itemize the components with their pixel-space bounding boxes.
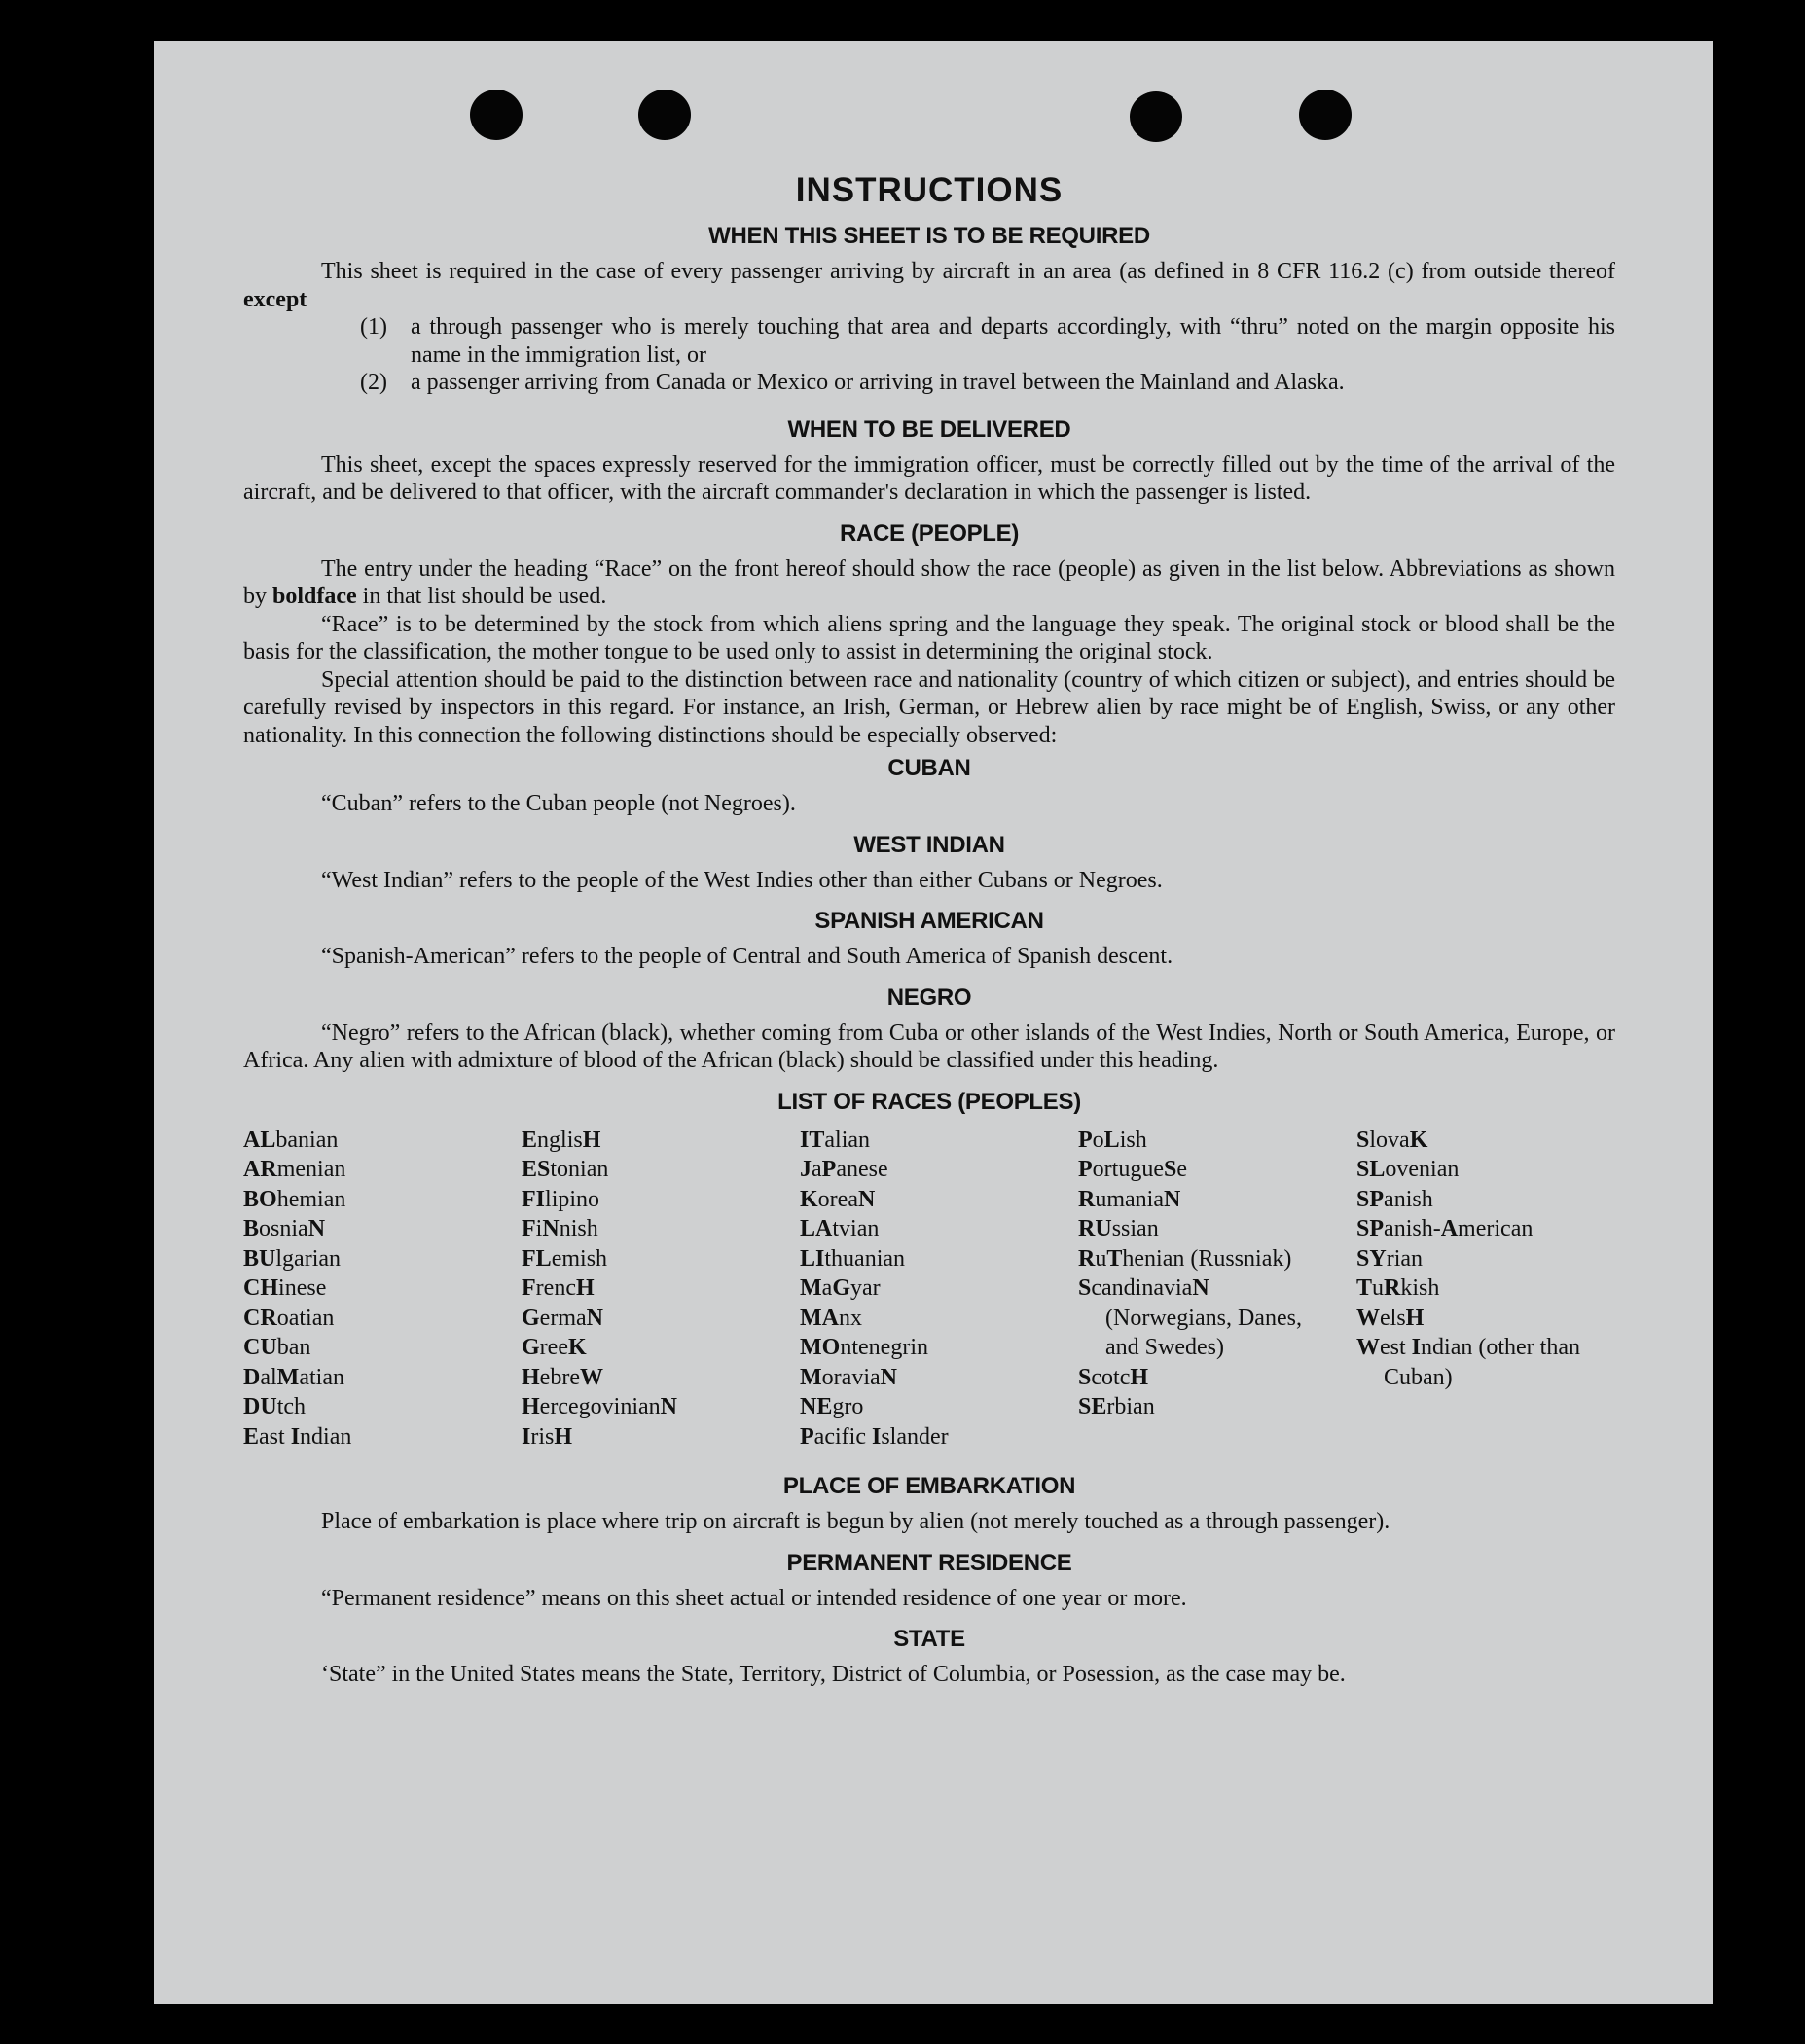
races-column: [1078, 1126, 1356, 1452]
race-entry: [1078, 1244, 1339, 1274]
race-name: SlovaK: [1356, 1127, 1428, 1153]
race-entry: [800, 1185, 1078, 1215]
race-entry: [1078, 1185, 1356, 1215]
race-entry: [1078, 1363, 1356, 1393]
race-entry: [1078, 1273, 1339, 1363]
race-entry: [800, 1244, 1078, 1274]
race-note: (other than Cuban): [1384, 1335, 1580, 1390]
punch-hole: [1299, 90, 1352, 140]
race-name: IrisH: [522, 1423, 573, 1450]
race-name: SPanish: [1356, 1186, 1433, 1212]
race-name: ScandinaviaN: [1078, 1275, 1209, 1301]
race-name: SYrian: [1356, 1245, 1424, 1272]
race-note: (Norwegians, Danes, and Swedes): [1105, 1305, 1302, 1360]
heading-cuban: CUBAN: [887, 755, 971, 781]
west-indian-text: “West Indian” refers to the people of the West Indies other than either Cubans or Negroes.: [321, 867, 1163, 893]
race-name: HebreW: [522, 1364, 603, 1390]
race-entry: [522, 1304, 800, 1334]
race-name: FiNnish: [522, 1216, 598, 1241]
intro-bold: except: [243, 286, 307, 312]
race-entry: [243, 1126, 522, 1156]
race-name: CRoatian: [243, 1305, 335, 1331]
race-name: Pacific Islander: [800, 1423, 949, 1450]
race-entry: [522, 1155, 800, 1185]
race-entry: [1078, 1126, 1356, 1156]
race-name: ScotcH: [1078, 1364, 1149, 1390]
race-entry: [522, 1244, 800, 1274]
race-name: DUtch: [243, 1394, 307, 1419]
race-entry: [522, 1273, 800, 1304]
race-entry: [522, 1126, 800, 1156]
race-name: FLemish: [522, 1245, 608, 1272]
intro-text: This sheet is required in the case of every passenger arriving by aircraft in an area (as defined in 8 CFR 116.2 (c) from outside thereof: [321, 259, 1615, 284]
races-column: [800, 1126, 1078, 1452]
race-name: MOntenegrin: [800, 1335, 928, 1360]
race-name: FIlipino: [522, 1186, 600, 1212]
race-p1-bold: boldface: [272, 584, 357, 609]
race-name: WelsH: [1356, 1305, 1425, 1331]
race-name: LIthuanian: [800, 1245, 906, 1272]
race-entry: [1356, 1185, 1635, 1215]
races-column: [1356, 1126, 1635, 1452]
race-name: MAnx: [800, 1305, 862, 1331]
race-entry: [1078, 1214, 1356, 1244]
race-name: HercegovinianN: [522, 1394, 677, 1419]
instructions-content: [243, 172, 1615, 1689]
race-name: ITalian: [800, 1127, 871, 1153]
race-entry: [1356, 1155, 1635, 1185]
race-entry: [1356, 1304, 1635, 1334]
race-entry: [800, 1273, 1078, 1304]
race-entry: [1356, 1214, 1635, 1244]
race-paragraph-3: Special attention should be paid to the distinction between race and nationality (country of which citizen or subject), and entries should be carefully revised by inspectors in this regard. For instance, an Irish, German, or Hebrew alien by race might be of English, Swiss, or any other nationality. In this connection the following distinctions should be especially observed:: [243, 666, 1615, 748]
race-name: MoraviaN: [800, 1364, 897, 1390]
race-paragraph-1: [243, 556, 1615, 611]
race-entry: [1078, 1155, 1356, 1185]
race-name: West Indian: [1356, 1335, 1473, 1360]
race-name: RuThenian: [1078, 1245, 1185, 1272]
race-entry: [522, 1214, 800, 1244]
race-name: RumaniaN: [1078, 1186, 1181, 1212]
race-p1-before: The entry under the heading “Race” on the front hereof should show the race (people) as given in the list below. Abbreviations as shown by: [243, 556, 1615, 609]
page-title: INSTRUCTIONS: [795, 171, 1064, 209]
race-name: CHinese: [243, 1275, 327, 1301]
race-name: CUban: [243, 1335, 311, 1360]
race-name: BUlgarian: [243, 1245, 342, 1272]
race-entry: [243, 1214, 522, 1244]
spanish-american-text: “Spanish-American” refers to the people of Central and South America of Spanish descent.: [321, 944, 1173, 969]
race-entry: [800, 1333, 1078, 1363]
state-text: ‘State” in the United States means the State, Territory, District of Columbia, or Posession, as the case may be.: [321, 1662, 1346, 1687]
race-name: LAtvian: [800, 1216, 880, 1241]
race-name: ALbanian: [243, 1127, 339, 1153]
races-column: [522, 1126, 800, 1452]
race-entry: [243, 1155, 522, 1185]
heading-list-of-races: LIST OF RACES (PEOPLES): [777, 1088, 1081, 1115]
race-entry: [800, 1422, 1078, 1452]
list-item: [360, 313, 1615, 369]
race-name: PortugueSe: [1078, 1157, 1188, 1182]
race-entry: [1356, 1126, 1635, 1156]
race-entry: [522, 1422, 800, 1452]
list-item-text: a passenger arriving from Canada or Mexico or arriving in travel between the Mainland and Alaska.: [411, 370, 1345, 395]
race-name: DalMatian: [243, 1364, 344, 1390]
race-name: SErbian: [1078, 1394, 1155, 1419]
race-entry: [243, 1392, 522, 1422]
race-entry: [800, 1214, 1078, 1244]
race-name: BOhemian: [243, 1186, 346, 1212]
race-entry: [522, 1185, 800, 1215]
races-list: [243, 1126, 1615, 1452]
race-entry: [1356, 1244, 1635, 1274]
race-entry: [243, 1273, 522, 1304]
races-column: [243, 1126, 522, 1452]
race-name: East Indian: [243, 1423, 352, 1450]
heading-embarkation: PLACE OF EMBARKATION: [782, 1473, 1076, 1499]
heading-negro: NEGRO: [886, 984, 972, 1011]
race-entry: [800, 1155, 1078, 1185]
heading-when-delivered: WHEN TO BE DELIVERED: [787, 415, 1071, 443]
race-entry: [1078, 1392, 1356, 1422]
race-entry: [1356, 1273, 1635, 1304]
race-entry: [800, 1392, 1078, 1422]
heading-spanish-american: SPANISH AMERICAN: [814, 908, 1044, 934]
race-entry: [243, 1333, 522, 1363]
heading-race: RACE (PEOPLE): [839, 520, 1020, 547]
race-name: TuRkish: [1356, 1275, 1440, 1301]
negro-text: “Negro” refers to the African (black), whether coming from Cuba or other islands of the West Indies, North or South America, Europe, or Africa. Any alien with admixture of blood of the African (black) should be classified under this heading.: [243, 1020, 1615, 1073]
race-name: ARmenian: [243, 1157, 346, 1182]
list-item-number: (1): [360, 314, 387, 340]
race-entry: [522, 1363, 800, 1393]
race-name: GermaN: [522, 1305, 603, 1331]
race-entry: [800, 1304, 1078, 1334]
punch-hole: [470, 90, 523, 140]
race-name: SPanish-American: [1356, 1216, 1534, 1241]
race-entry: [243, 1422, 522, 1452]
race-name: PoLish: [1078, 1127, 1147, 1153]
race-name: MaGyar: [800, 1275, 881, 1301]
document-sheet: [154, 41, 1713, 2004]
heading-permanent-residence: PERMANENT RESIDENCE: [786, 1549, 1072, 1576]
race-name: FrencH: [522, 1275, 595, 1301]
race-paragraph-2: “Race” is to be determined by the stock from which aliens spring and the language they speak. The original stock or blood shall be the basis for the classification, the mother tongue to be used only to assist in determining the original stock.: [243, 611, 1615, 664]
punch-hole: [638, 90, 691, 140]
race-entry: [243, 1363, 522, 1393]
heading-state: STATE: [893, 1626, 965, 1652]
list-item-number: (2): [360, 370, 387, 395]
when-delivered-text: This sheet, except the spaces expressly reserved for the immigration officer, must be correctly filled out by the time of the arrival of the aircraft, and be delivered to that officer, with the aircraft commander's declaration in which the passenger is listed.: [243, 451, 1615, 505]
heading-west-indian: WEST INDIAN: [853, 831, 1005, 858]
race-entry: [800, 1126, 1078, 1156]
race-name: SLovenian: [1356, 1157, 1460, 1182]
race-entry: [800, 1363, 1078, 1393]
heading-when-required: WHEN THIS SHEET IS TO BE REQUIRED: [708, 223, 1150, 249]
when-required-intro: [243, 258, 1615, 313]
race-p1-after: in that list should be used.: [356, 584, 607, 609]
race-name: JaPanese: [800, 1157, 888, 1182]
cuban-text: “Cuban” refers to the Cuban people (not Negroes).: [321, 791, 796, 816]
race-name: KoreaN: [800, 1186, 876, 1212]
race-entry: [1356, 1333, 1617, 1392]
residence-text: “Permanent residence” means on this sheet actual or intended residence of one year or more.: [321, 1585, 1187, 1611]
race-name: EnglisH: [522, 1127, 601, 1153]
race-entry: [522, 1333, 800, 1363]
race-name: NEgro: [800, 1394, 864, 1419]
race-entry: [243, 1244, 522, 1274]
race-note: (Russniak): [1184, 1245, 1292, 1272]
race-name: EStonian: [522, 1157, 609, 1182]
list-item-text: a through passenger who is merely touching that area and departs accordingly, with “thru” noted on the margin opposite his name in the immigration list, or: [411, 314, 1615, 368]
race-name: BosniaN: [243, 1216, 326, 1241]
race-entry: [243, 1185, 522, 1215]
race-entry: [522, 1392, 800, 1422]
race-entry: [243, 1304, 522, 1334]
race-name: RUssian: [1078, 1216, 1159, 1241]
embarkation-text: Place of embarkation is place where trip on aircraft is begun by alien (not merely touched as a through passenger).: [321, 1509, 1390, 1534]
race-name: GreeK: [522, 1335, 587, 1360]
punch-hole: [1130, 91, 1182, 142]
list-item: [360, 369, 1615, 397]
